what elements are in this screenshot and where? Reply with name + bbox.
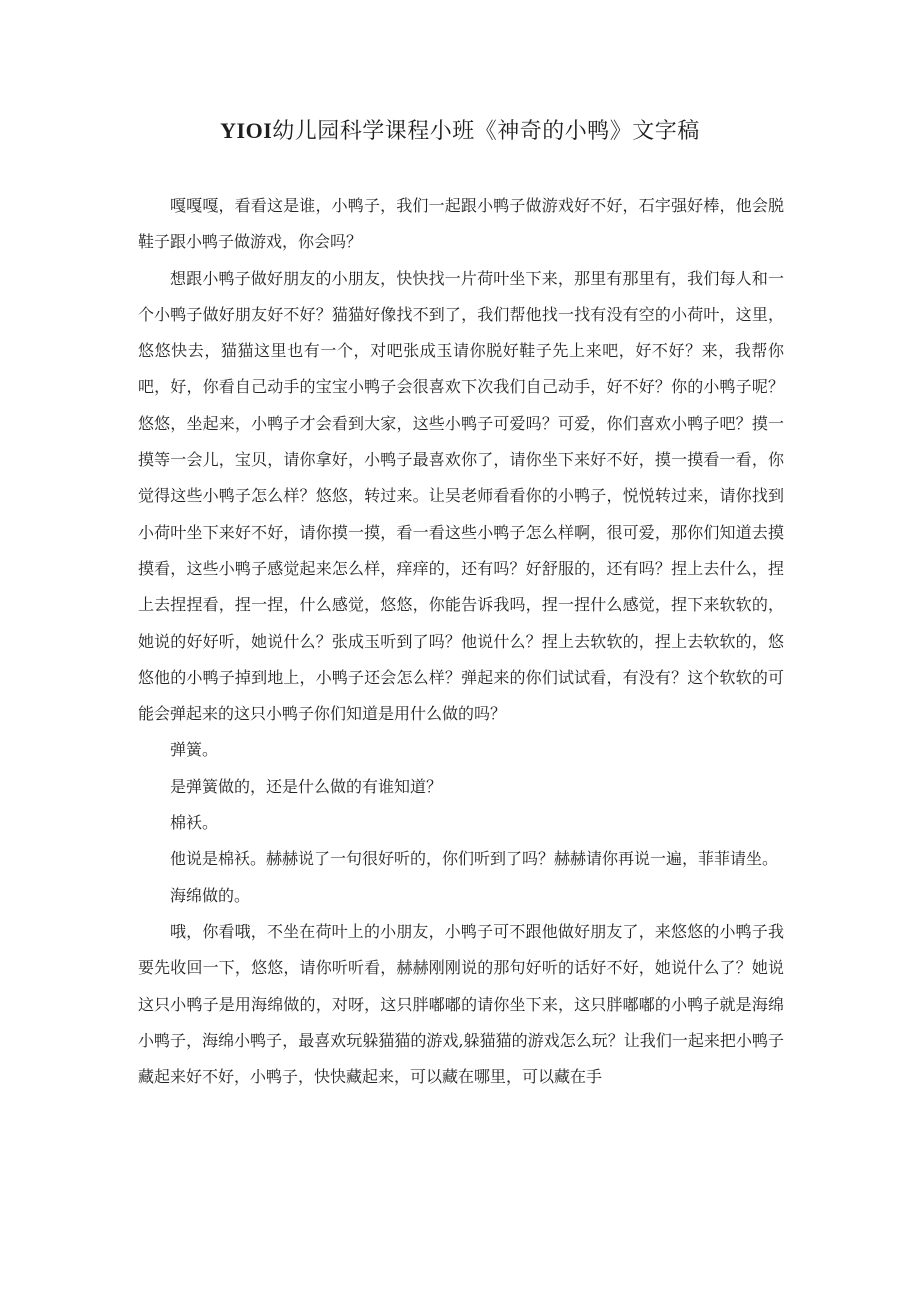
paragraph: 是弹簧做的，还是什么做的有谁知道？ — [170, 776, 443, 796]
title-main: 幼儿园科学课程小班《神奇的小鸭》文字稿 — [272, 119, 700, 144]
paragraph: 嘎嘎嘎，看看这是谁，小鸭子，我们一起跟小鸭子做游戏好不好，石宇强好棒，他会脱鞋子跟小鸭子做游戏，你会吗？ — [138, 196, 784, 252]
paragraph: 他说是棉袄。赫赫说了一句很好听的，你们听到了吗？赫赫请你再说一遍，菲菲请坐。 — [170, 849, 779, 869]
paragraph: 弹簧。 — [170, 740, 219, 760]
paragraph: 海绵做的。 — [170, 885, 251, 905]
document-title — [0, 116, 920, 147]
title-prefix: YIOI — [220, 118, 273, 143]
document-body — [138, 188, 784, 1095]
paragraph: 棉袄。 — [170, 813, 219, 833]
paragraph: 哦，你看哦，不坐在荷叶上的小朋友，小鸭子可不跟他做好朋友了，来悠悠的小鸭子我要先收回一下，悠悠，请你听听看，赫赫刚刚说的那句好听的话好不好，她说什么了？她说这只小鸭子是用海绵做的，对呀，这只胖嘟嘟的请你坐下来，这只胖嘟嘟的小鸭子就是海绵小鸭子，海绵小鸭子，最喜欢玩躲猫猫的游戏,躲猫猫的游戏怎么玩？让我们一起来把小鸭子藏起来好不好，小鸭子，快快藏起来，可以藏在哪里，可以藏在手 — [138, 921, 784, 1087]
paragraph: 想跟小鸭子做好朋友的小朋友，快快找一片荷叶坐下来，那里有那里有，我们每人和一个小鸭子做好朋友好不好？猫猫好像找不到了，我们帮他找一找有没有空的小荷叶，这里，悠悠快去，猫猫这里也有一个，对吧张成玉请你脱好鞋子先上来吧，好不好？来，我帮你吧，好，你看自己动手的宝宝小鸭子会很喜欢下次我们自己动手，好不好？你的小鸭子呢？悠悠，坐起来，小鸭子才会看到大家，这些小鸭子可爱吗？可爱，你们喜欢小鸭子吧？摸一摸等一会儿，宝贝，请你拿好，小鸭子最喜欢你了，请你坐下来好不好，摸一摸看一看，你觉得这些小鸭子怎么样？悠悠，转过来。让吴老师看看你的小鸭子，悦悦转过来，请你找到小荷叶坐下来好不好，请你摸一摸，看一看这些小鸭子怎么样啊，很可爱，那你们知道去摸摸看，这些小鸭子感觉起来怎么样，痒痒的，还有吗？好舒服的，还有吗？捏上去什么，捏上去捏捏看，捏一捏，什么感觉，悠悠，你能告诉我吗，捏一捏什么感觉，捏下来软软的，她说的好好听，她说什么？张成玉听到了吗？他说什么？捏上去软软的，捏上去软软的，悠悠他的小鸭子掉到地上，小鸭子还会怎么样？弹起来的你们试试看，有没有？这个软软的可能会弹起来的这只小鸭子你们知道是用什么做的吗？ — [138, 268, 784, 724]
